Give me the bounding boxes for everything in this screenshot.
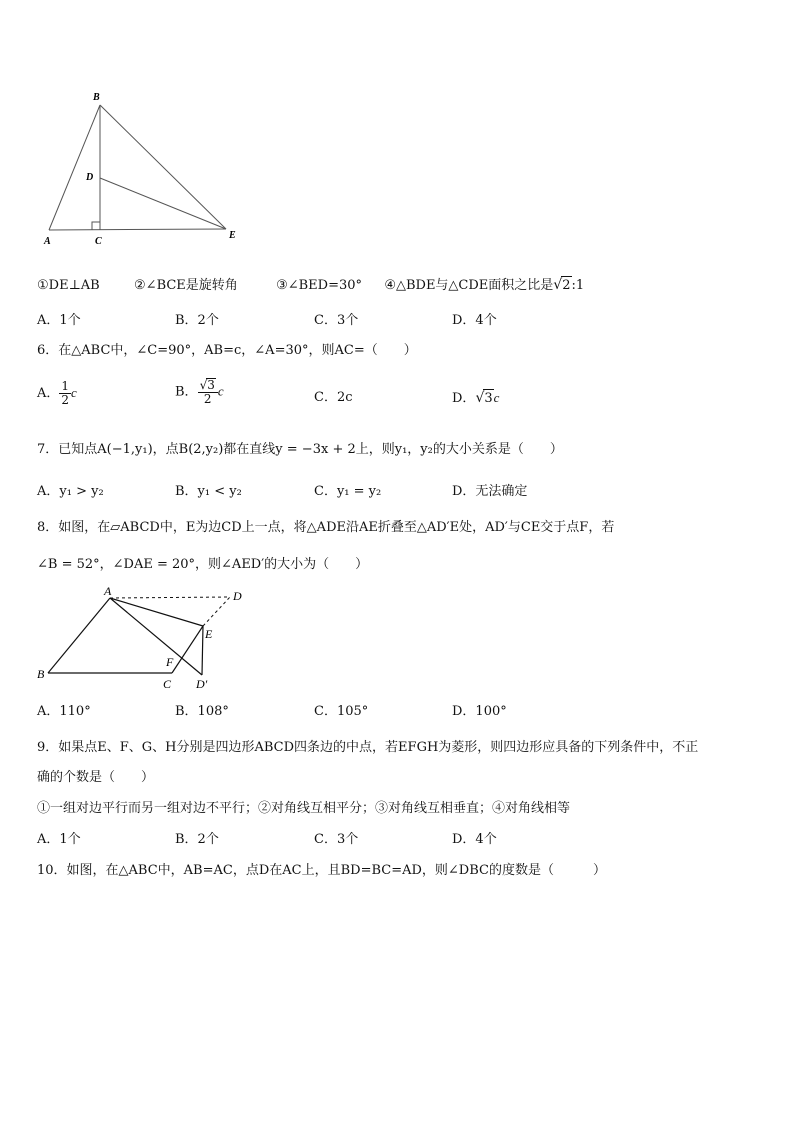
- segment-be: [100, 105, 226, 229]
- label-e: E: [205, 627, 213, 641]
- q6-stem: 6．在△ABC中，∠C=90°，AB=c，∠A=30°，则AC=（ ）: [37, 343, 417, 358]
- q9-option-d[interactable]: D．4个: [452, 832, 497, 847]
- q9-stem-line-1: 9．如果点E、F、G、H分别是四边形ABCD四条边的中点，若EFGH为菱形，则四边形应具备的下列条件中，不正: [37, 740, 699, 755]
- q5-option-a[interactable]: A．1个: [37, 313, 81, 328]
- segment-ce: [172, 626, 203, 673]
- q10-stem: 10．如图，在△ABC中，AB=AC，点D在AC上，且BD=BC=AD，则∠DBC的度数是（ ）: [37, 863, 606, 878]
- q6-option-b[interactable]: B． $\frac{√3}{2}$ c: [175, 378, 224, 406]
- q7-stem: 7．已知点A(−1,y₁)，点B(2,y₂)都在直线y = −3x + 2上，则y₁，y₂的大小关系是（ ）: [37, 442, 563, 457]
- segment-ed-dashed: [203, 597, 230, 626]
- q7-option-c[interactable]: C．y₁ = y₂: [314, 484, 382, 499]
- q6-option-c[interactable]: C．2c: [314, 390, 353, 405]
- q8-stem-line-1: 8．如图，在▱ABCD中，E为边CD上一点，将△ADE沿AE折叠至△AD′E处，AD′与CE交于点F，若: [37, 520, 615, 535]
- q5-option-c[interactable]: C．3个: [314, 313, 359, 328]
- label-c: C: [163, 677, 172, 691]
- q5-statement-3: ③∠BED=30°: [276, 278, 363, 293]
- q6-option-d[interactable]: D．√3c: [452, 390, 500, 406]
- q8-option-d[interactable]: D．100°: [452, 704, 507, 719]
- label-e: E: [229, 230, 236, 241]
- segment-ab: [48, 598, 110, 673]
- label-d: D: [233, 589, 242, 603]
- label-d: D: [86, 172, 94, 183]
- figure-triangle-bde: [40, 88, 250, 248]
- figure-parallelogram-fold: [30, 582, 270, 694]
- q5-option-b[interactable]: B．2个: [175, 313, 219, 328]
- label-b: B: [37, 667, 45, 681]
- q8-option-b[interactable]: B．108°: [175, 704, 229, 719]
- segment-ad-dashed: [110, 597, 230, 598]
- label-d-prime: D′: [196, 677, 208, 691]
- label-a: A: [104, 584, 112, 598]
- segment-ae: [49, 229, 226, 230]
- label-c: C: [95, 236, 102, 247]
- q5-option-d[interactable]: D．4个: [452, 313, 497, 328]
- q9-stem-line-2: 确的个数是（ ）: [37, 770, 155, 785]
- q5-statement-2: ②∠BCE是旋转角: [134, 278, 238, 293]
- q5-statement-1: ①DE⊥AB: [37, 278, 100, 293]
- segment-ae: [110, 598, 203, 626]
- q8-option-c[interactable]: C．105°: [314, 704, 369, 719]
- label-a: A: [44, 236, 51, 247]
- label-b: B: [93, 92, 100, 103]
- q6-option-a[interactable]: A． $\frac{1}{2}$ c: [37, 379, 77, 407]
- right-angle-marker: [92, 222, 100, 230]
- q9-option-a[interactable]: A．1个: [37, 832, 81, 847]
- segment-ab: [49, 105, 100, 230]
- q9-conditions: ①一组对边平行而另一组对边不平行；②对角线互相平分；③对角线互相垂直；④对角线相等: [37, 801, 571, 816]
- q9-option-b[interactable]: B．2个: [175, 832, 219, 847]
- q9-option-c[interactable]: C．3个: [314, 832, 359, 847]
- q8-option-a[interactable]: A．110°: [37, 704, 91, 719]
- q7-option-a[interactable]: A．y₁ > y₂: [37, 484, 104, 499]
- label-f: F: [166, 655, 174, 669]
- segment-de: [100, 178, 226, 229]
- q7-option-b[interactable]: B．y₁ < y₂: [175, 484, 242, 499]
- q8-stem-line-2: ∠B = 52°，∠DAE = 20°，则∠AED′的大小为（ ）: [37, 557, 369, 572]
- q5-statements: [37, 276, 584, 295]
- q7-option-d[interactable]: D．无法确定: [452, 484, 528, 499]
- segment-ad-prime: [110, 598, 202, 675]
- segment-ed-prime: [202, 626, 203, 675]
- q5-statement-4: ④△BDE与△CDE面积之比是√2:1: [384, 277, 585, 293]
